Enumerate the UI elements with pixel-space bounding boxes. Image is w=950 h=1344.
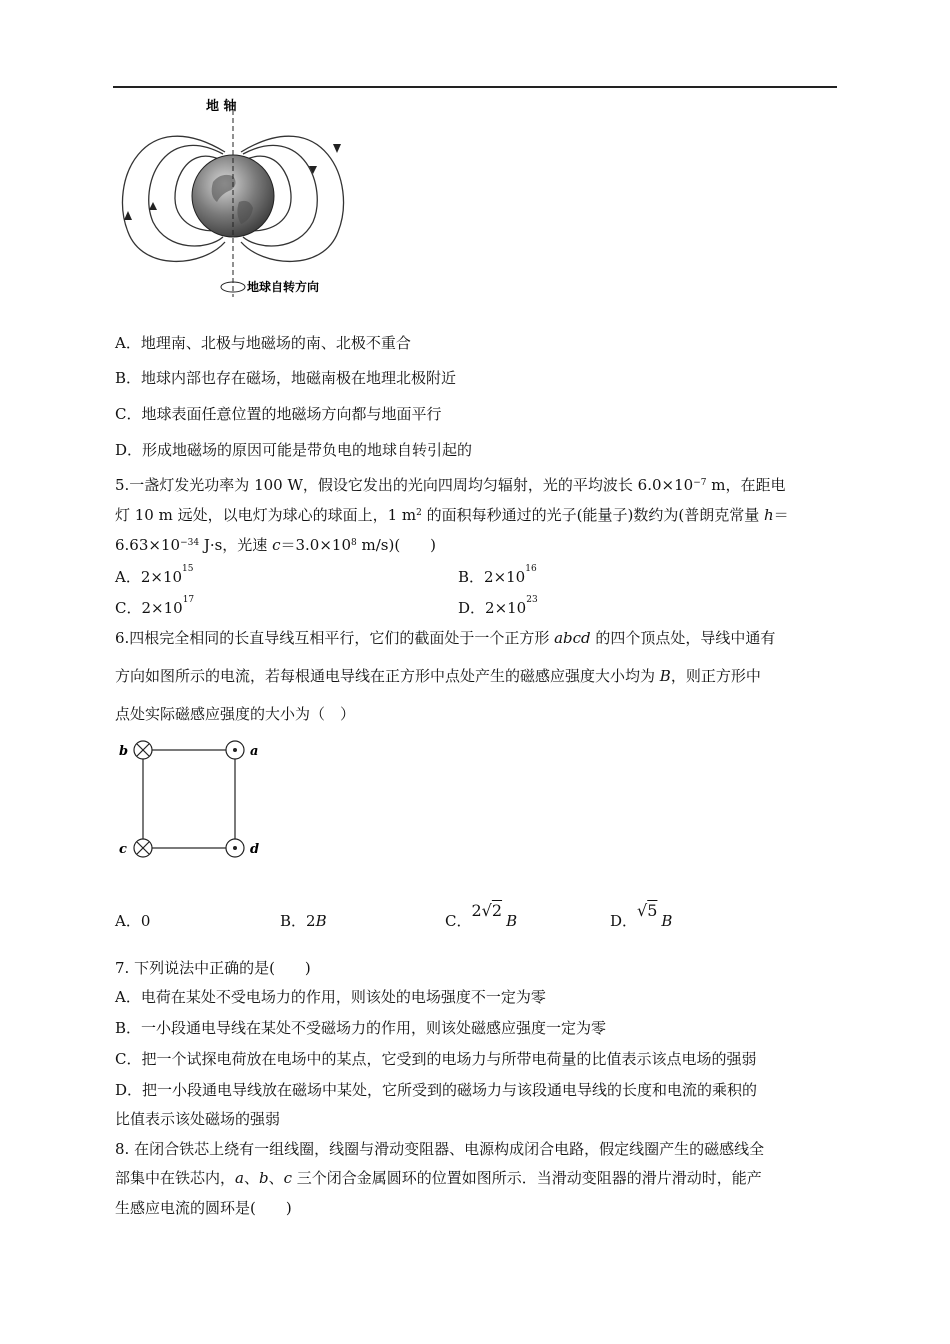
- q7-option-a: A．电荷在某处不受电场力的作用，则该处的电场强度不一定为零: [115, 988, 546, 1006]
- q6-stem-line-2: 方向如图所示的电流，若每根通电导线在正方形中点处产生的磁感应强度大小均为 B，则正方形中: [115, 667, 761, 685]
- wire-c-into-page-icon: [134, 839, 152, 857]
- q4-option-c: C．地球表面任意位置的地磁场方向都与地面平行: [115, 405, 442, 423]
- four-wires-square-figure: [113, 738, 273, 868]
- q6-stem-line-3: 点处实际磁感应强度的大小为（ ）: [115, 705, 356, 723]
- q8-stem-line-1: 8. 在闭合铁芯上绕有一组线圈，线圈与滑动变阻器、电源构成闭合电路，假定线圈产生的磁感线全: [115, 1140, 765, 1158]
- rotation-label: 地球自转方向: [247, 280, 320, 294]
- q6-option-b: B．2B: [280, 912, 327, 930]
- q5-option-a: A．$2\times 10^{15}$: [115, 564, 194, 586]
- wire-d-out-of-page-icon: [226, 839, 244, 857]
- top-rule: [113, 86, 837, 88]
- q7-option-d-line-2: 比值表示该处磁场的强弱: [115, 1110, 281, 1128]
- q7-option-d-line-1: D．把一小段通电导线放在磁场中某处，它所受到的磁场力与该段通电导线的长度和电流的乘积的: [115, 1081, 758, 1099]
- q5-stem-line-1: 5.一盏灯发光功率为 100 W，假设它发出的光向四周均匀辐射，光的平均波长 $6.0\times 10^{-7}$ m，在距电: [115, 476, 786, 494]
- wire-a-out-of-page-icon: [226, 741, 244, 759]
- label-d: d: [250, 842, 260, 857]
- q4-option-a: A．地理南、北极与地磁场的南、北极不重合: [115, 334, 411, 352]
- q7-option-c: C．把一个试探电荷放在电场中的某点，它受到的电场力与所带电荷量的比值表示该点电场的强弱: [115, 1050, 757, 1068]
- q7-option-b: B．一小段通电导线在某处不受磁场力的作用，则该处磁感应强度一定为零: [115, 1019, 607, 1037]
- q8-stem-line-2: 部集中在铁芯内，a、b、c 三个闭合金属圆环的位置如图所示．当滑动变阻器的滑片滑动时，能产: [115, 1169, 762, 1187]
- q6-option-d: D．√5B: [610, 901, 673, 930]
- q5-option-d: D．$2\times 10^{23}$: [458, 595, 538, 617]
- q5-option-b: B．$2\times 10^{16}$: [458, 564, 537, 586]
- earth-magnetic-field-figure: [113, 92, 353, 302]
- q7-stem: 7. 下列说法中正确的是( ): [115, 959, 311, 977]
- q5-stem-line-3: $6.63\times 10^{-34}$ J·s，光速 $c=3.0\times 10^8$ m/s)( ): [115, 536, 437, 554]
- q6-stem-line-1: 6.四根完全相同的长直导线互相平行，它们的截面处于一个正方形 abcd 的四个顶点处，导线中通有: [115, 629, 776, 647]
- q4-option-d: D．形成地磁场的原因可能是带负电的地球自转引起的: [115, 441, 473, 459]
- q6-option-a: A．0: [115, 912, 151, 930]
- q6-option-c: C．2√2B: [445, 901, 518, 930]
- q5-stem-line-2: 灯 10 m 远处，以电灯为球心的球面上，1 $m^2$ 的面积每秒通过的光子(能量子)数约为(普朗克常量 h＝: [115, 506, 789, 524]
- q8-stem-line-3: 生感应电流的圆环是( ): [115, 1199, 292, 1217]
- label-a: a: [250, 744, 259, 759]
- wire-b-into-page-icon: [134, 741, 152, 759]
- q4-option-b: B．地球内部也存在磁场，地磁南极在地理北极附近: [115, 369, 457, 387]
- q5-option-c: C．$2\times 10^{17}$: [115, 595, 195, 617]
- label-b: b: [119, 744, 129, 759]
- axis-label: 地 轴: [206, 99, 237, 114]
- label-c: c: [119, 842, 127, 857]
